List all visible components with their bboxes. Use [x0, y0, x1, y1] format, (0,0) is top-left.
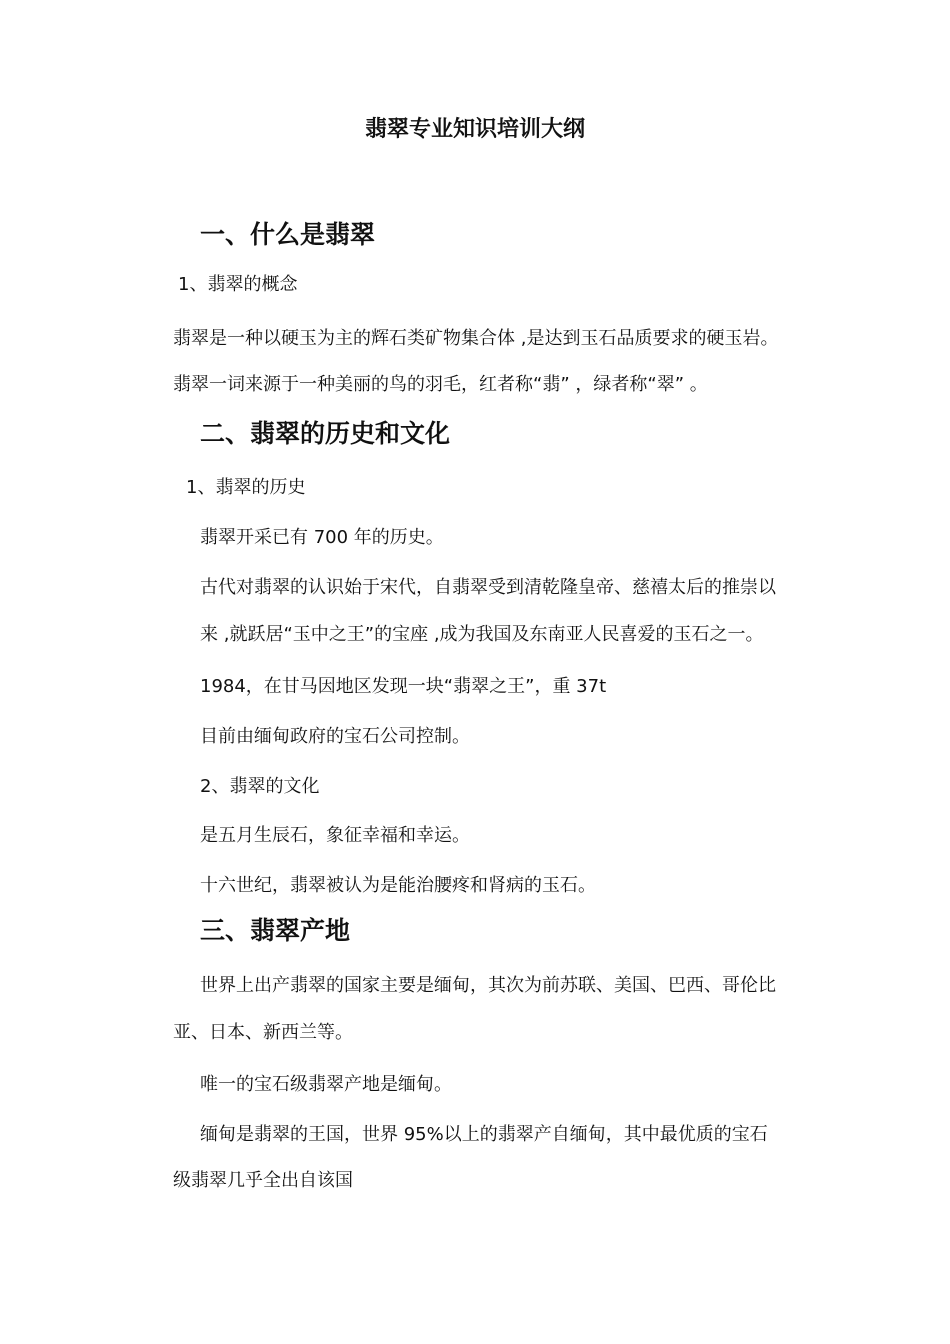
subheading-concept: 1、翡翠的概念	[178, 274, 298, 295]
paragraph: 缅甸是翡翠的王国，世界 95%以上的翡翠产自缅甸，其中最优质的宝石	[200, 1124, 768, 1145]
paragraph: 级翡翠几乎全出自该国	[173, 1170, 353, 1191]
subheading-culture: 2、翡翠的文化	[200, 776, 320, 797]
paragraph: 古代对翡翠的认识始于宋代，自翡翠受到清乾隆皇帝、慈禧太后的推崇以	[200, 577, 776, 598]
section-heading-history-culture: 二、翡翠的历史和文化	[200, 419, 451, 448]
paragraph: 唯一的宝石级翡翠产地是缅甸。	[200, 1074, 452, 1095]
section-heading-origin: 三、翡翠产地	[200, 916, 351, 945]
paragraph: 世界上出产翡翠的国家主要是缅甸，其次为前苏联、美国、巴西、哥伦比	[200, 975, 776, 996]
paragraph: 翡翠是一种以硬玉为主的辉石类矿物集合体 ,是达到玉石品质要求的硬玉岩。	[173, 328, 779, 349]
paragraph: 来 ,就跃居“玉中之王”的宝座 ,成为我国及东南亚人民喜爱的玉石之一。	[200, 624, 764, 645]
paragraph: 十六世纪，翡翠被认为是能治腰疼和肾病的玉石。	[200, 875, 596, 896]
paragraph: 亚、日本、新西兰等。	[173, 1022, 353, 1043]
paragraph: 是五月生辰石，象征幸福和幸运。	[200, 825, 470, 846]
paragraph: 目前由缅甸政府的宝石公司控制。	[200, 726, 470, 747]
paragraph: 翡翠开采已有 700 年的历史。	[200, 527, 444, 548]
paragraph: 1984，在甘马因地区发现一块“翡翠之王”，重 37t	[200, 676, 607, 697]
section-heading-what-is-jadeite: 一、什么是翡翠	[200, 220, 376, 249]
subheading-history: 1、翡翠的历史	[186, 477, 306, 498]
paragraph: 翡翠一词来源于一种美丽的鸟的羽毛，红者称“翡” ，绿者称“翠” 。	[173, 374, 708, 395]
page-title: 翡翠专业知识培训大纲	[364, 117, 585, 142]
